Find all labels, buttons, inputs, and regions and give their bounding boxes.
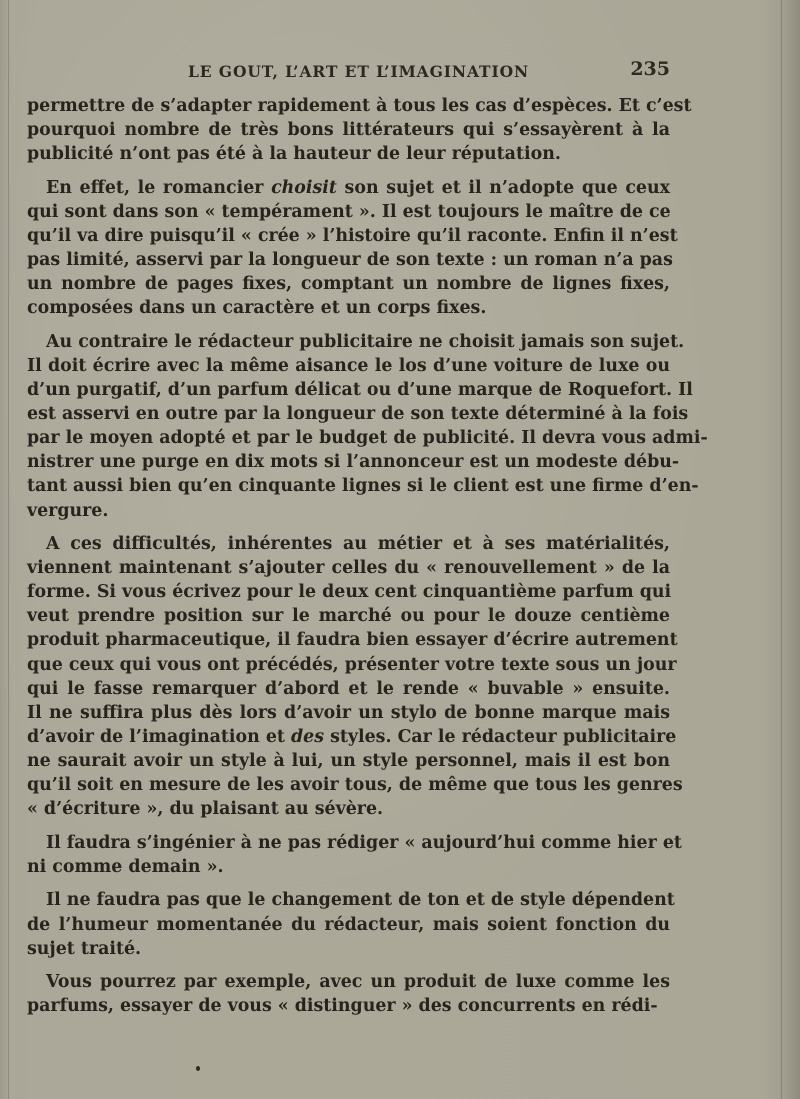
text-line: un nombre de pages fixes, comptant un nombre de lignes fixes, [27,274,670,295]
paragraph [27,532,683,821]
text-line: Vous pourrez par exemple, avec un produit de luxe comme les [46,972,670,993]
text-line: par le moyen adopté et par le budget de publicité. Il devra vous admi- [27,428,708,449]
paragraph-gap [27,961,670,971]
text-line: forme. Si vous écrivez pour le deux cent cinquantième parfum qui [27,582,672,603]
text-line: publicité n’ont pas été à la hauteur de leur réputation. [27,144,561,165]
text-line: qu’il soit en mesure de les avoir tous, de même que tous les genres [27,775,683,796]
paragraph [27,176,678,321]
text-line: ni comme demain ». [27,856,224,877]
paragraph-gap [27,320,670,330]
text-line: qui sont dans son « tempérament ». Il est toujours le maître de ce [27,201,671,222]
text-line: pourquoi nombre de très bons littérateurs qui s’essayèrent à la [27,120,670,141]
text-line: parfums, essayer de vous « distinguer » des concurrents en rédi- [27,996,658,1017]
text-line: pas limité, asservi par la longueur de son texte : un roman n’a pas [27,250,673,271]
text-line: qu’il va dire puisqu’il « crée » l’histoire qu’il raconte. Enfin il n’est [27,225,678,246]
text-line: tant aussi bien qu’en cinquante lignes si le client est une firme d’en- [27,476,699,497]
body-text [27,94,708,1018]
paragraph [27,970,670,1018]
gutter-shadow [8,0,9,1099]
text-line: composées dans un caractère et un corps fixes. [27,298,487,319]
paragraph [27,330,708,523]
text-line: que ceux qui vous ont précédés, présenter votre texte sous un jour [27,654,677,675]
text-line: viennent maintenant s’ajouter celles du « renouvellement » de la [27,558,670,579]
paragraph [27,94,692,166]
text-line: Il ne suffira plus dès lors d’avoir un stylo de bonne marque mais [27,702,670,723]
running-title: LE GOUT, L’ART ET L’IMAGINATION [188,62,530,81]
paragraph-gap [27,523,670,533]
text-line: En effet, le romancier choisit son sujet et il n’adopte que ceux [46,177,670,198]
text-line: d’un purgatif, d’un parfum délicat ou d’une marque de Roquefort. Il [27,380,693,401]
text-line: permettre de s’adapter rapidement à tous les cas d’espèces. Et c’est [27,96,692,116]
text-line: A ces difficultés, inhérentes au métier et à ses matérialités, [46,534,670,555]
page-number: 235 [630,58,670,80]
text-line: Il ne faudra pas que le changement de ton et de style dépendent [46,890,675,911]
text-line: vergure. [27,500,109,521]
text-line: Il faudra s’ingénier à ne pas rédiger « aujourd’hui comme hier et [46,832,682,853]
text-line: ne saurait avoir un style à lui, un style personnel, mais il est bon [27,750,670,771]
text-line: Il doit écrire avec la même aisance le los d’une voiture de luxe ou [27,355,670,376]
text-line: est asservi en outre par la longueur de son texte déterminé à la fois [27,404,689,425]
page-edge [781,0,782,1099]
paragraph [27,831,682,879]
text-line: veut prendre position sur le marché ou pour le douze centième [27,606,670,627]
text-line: « d’écriture », du plaisant au sévère. [27,799,384,820]
paragraph-gap [27,821,670,831]
text-line: qui le fasse remarquer d’abord et le rende « buvable » ensuite. [27,678,670,699]
page-header [30,58,670,84]
text-line: d’avoir de l’imagination et des styles. Car le rédacteur publicitaire [27,726,677,747]
paragraph [27,888,675,960]
paragraph-gap [27,879,670,889]
text-line: Au contraire le rédacteur publicitaire ne choisit jamais son sujet. [46,331,685,352]
ink-speck [196,1066,200,1071]
text-line: sujet traité. [27,938,142,959]
text-line: de l’humeur momentanée du rédacteur, mais soient fonction du [27,914,670,935]
paragraph-gap [27,166,670,176]
text-line: produit pharmaceutique, il faudra bien essayer d’écrire autrement [27,630,678,651]
text-line: nistrer une purge en dix mots si l’annonceur est un modeste débu- [27,452,680,473]
